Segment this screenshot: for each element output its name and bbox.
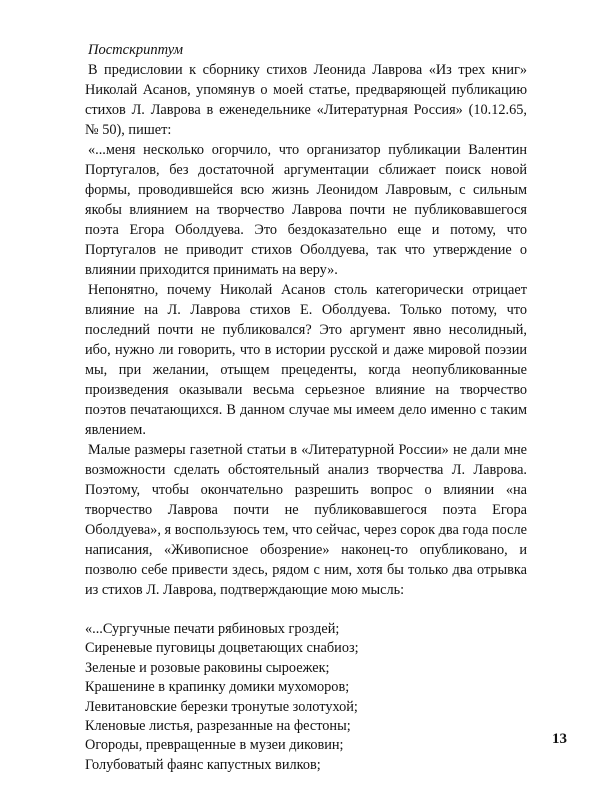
poem-line: Огороды, превращенные в музеи диковин; xyxy=(85,737,344,754)
poem-line: Голубоватый фаянс капустных вилков; xyxy=(85,756,321,773)
section-heading: Постскриптум xyxy=(88,42,184,58)
poem-line: Зеленые и розовые раковины сыроежек; xyxy=(85,659,330,676)
poem-line: Левитановские березки тронутые золотухой; xyxy=(85,698,358,715)
paragraph-analysis: Малые размеры газетной статьи в «Литературной России» не дали мне возможности сделать обстоятельный анализ творчества Л. Лаврова. Поэтому, чтобы окончательно разрешить вопрос о влиянии «на творчество Лаврова почти не публиковавшегося поэта Егора Оболдуева», я воспользуюсь тем, что сейчас, через сорок два года после написания, «Живописное обозрение» наконец-то опубликовано, и позволю себе привести здесь, рядом с ним, хотя бы только два отрывка из стихов Л. Лаврова, подтверждающие мою мысль: xyxy=(85,442,527,598)
poem-excerpt xyxy=(85,620,527,775)
page-body xyxy=(85,40,527,775)
paragraph-argument: Непонятно, почему Николай Асанов столь категорически отрицает влияние на Л. Лаврова стихов Е. Оболдуева. Только потому, что последний почти не публиковался? Это аргумент явно несолидный, ибо, нужно ли говорить, что в истории русской и даже мировой поэзии мы, при желании, отыщем прецеденты, когда неопубликованные произведения оказывали весьма серьезное влияние на творчество поэтов печатающихся. В данном случае мы имеем дело именно с таким явлением. xyxy=(85,282,527,438)
poem-line: «...Сургучные печати рябиновых гроздей; xyxy=(85,621,340,637)
poem-line: Крашенине в крапинку домики мухоморов; xyxy=(85,679,350,696)
paragraph-quote: «...меня несколько огорчило, что организатор публикации Валентин Португалов, без достаточной аргументации сближает поиск новой формы, проводившейся всю жизнь Леонидом Лавровым, с сильным якобы влиянием на творчество Лаврова почти не публиковавшегося поэта Егора Оболдуева. Это бездоказательно еще и потому, что Португалов не приводит стихов Оболдуева, так что утверждение о влиянии приходится принимать на веру». xyxy=(85,142,527,278)
poem-line: Кленовые листья, разрезанные на фестоны; xyxy=(85,718,351,735)
page-number: 13 xyxy=(552,731,567,747)
poem-line: Сиреневые пуговицы доцветающих снабиоз; xyxy=(85,640,359,657)
paragraph-intro: В предисловии к сборнику стихов Леонида Лаврова «Из трех книг» Николай Асанов, упомянув о моей статье, предваряющей публикацию стихов Л. Лаврова в еженедельнике «Литературная Россия» (10.12.65, № 50), пишет: xyxy=(85,62,527,138)
